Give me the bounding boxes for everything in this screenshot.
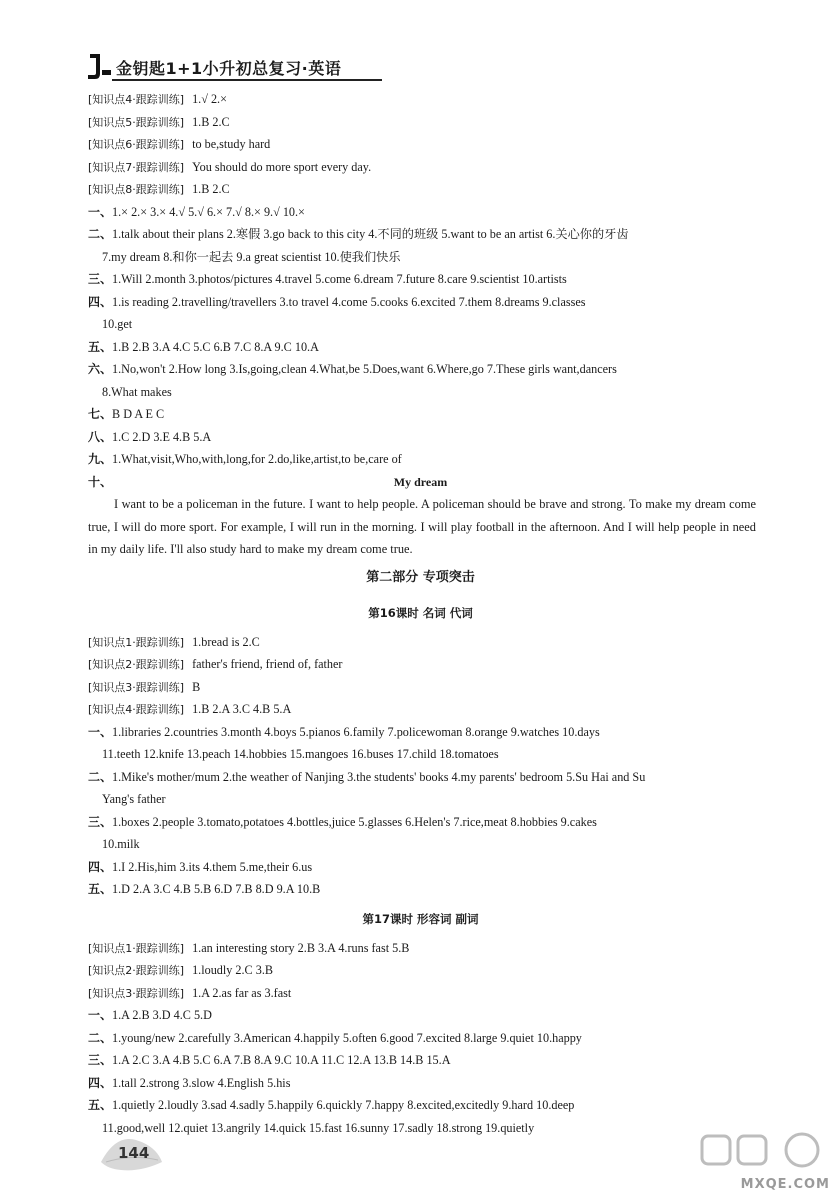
knowledge-point-label: [知识点1·跟踪训练] (88, 635, 185, 649)
knowledge-point-label: [知识点8·跟踪训练] (88, 183, 185, 196)
section-answer-line (88, 268, 753, 291)
essay-heading-line (88, 471, 753, 494)
section-answer-line (88, 1049, 753, 1072)
answer-continuation-line: 11.teeth 12.knife 13.peach 14.hobbies 15.mangoes 16.buses 17.child 18.tomatoes (102, 747, 499, 761)
answer-text: 1.Mike's mother/mum 2.the weather of Nanjing 3.the students' books 4.my parents' bedroom 5.Su Hai and Su (112, 769, 646, 784)
page-number: 144 (118, 1144, 150, 1162)
answer-text: 1.B 2.C (192, 114, 230, 129)
essay-title: My dream (393, 474, 448, 489)
knowledge-point-line (88, 653, 753, 676)
knowledge-point-line (88, 88, 753, 111)
section-answer-line (88, 223, 753, 246)
answer-text: 1.B 2.C (192, 182, 230, 196)
section-label: 五、 (88, 882, 113, 896)
answer-continuation-line: 11.good,well 12.quiet 13.angrily 14.quick 15.fast 16.sunny 17.sadly 18.strong 19.quietly (102, 1120, 535, 1135)
knowledge-point-label: [知识点4·跟踪训练] (88, 703, 185, 716)
watermark (694, 1130, 834, 1194)
answer-content (88, 88, 756, 1139)
knowledge-point-label: [知识点3·跟踪训练] (88, 986, 185, 1000)
header-title: 金钥匙1+1小升初总复习·英语 (116, 59, 342, 78)
answer-text: 1.√ 2.× (192, 92, 227, 106)
knowledge-point-label: [知识点7·跟踪训练] (88, 160, 185, 174)
answer-continuation-line: 8.What makes (102, 384, 172, 399)
section-answer-line (88, 403, 753, 426)
answer-text: 1.B 2.B 3.A 4.C 5.C 6.B 7.C 8.A 9.C 10.A (112, 339, 319, 354)
answer-text: 1.No,won't 2.How long 3.Is,going,clean 4.What,be 5.Does,want 6.Where,go 7.These girls want,dancers (112, 362, 617, 376)
answer-text: 1.Will 2.month 3.photos/pictures 4.travel 5.come 6.dream 7.future 8.care 9.scientist 10.artists (112, 272, 567, 286)
answer-text: 1.× 2.× 3.× 4.√ 5.√ 6.× 7.√ 8.× 9.√ 10.× (112, 204, 305, 219)
section-answer-line (88, 336, 753, 359)
section-label: 二、 (88, 1030, 113, 1045)
knowledge-point-label: [知识点6·跟踪训练] (88, 138, 185, 151)
answer-continuation-line: Yang's father (102, 792, 166, 806)
section-answer-line (88, 426, 753, 449)
section-answer-line (88, 1094, 753, 1117)
answer-text: You should do more sport every day. (192, 159, 372, 174)
knowledge-point-label: [知识点2·跟踪训练] (88, 964, 185, 977)
page-header (86, 52, 386, 84)
section-label: 四、 (88, 294, 113, 309)
answer-text: 1.an interesting story 2.B 3.A 4.runs fast 5.B (192, 940, 410, 955)
section-answer-line (88, 291, 753, 314)
section-label: 四、 (88, 859, 113, 874)
knowledge-point-line (88, 698, 753, 721)
section-label: 六、 (88, 362, 113, 376)
answer-text: 1.tall 2.strong 3.slow 4.English 5.his (112, 1075, 291, 1090)
answer-continuation-line: 10.milk (102, 837, 140, 851)
answer-text: 1.is reading 2.travelling/travellers 3.to travel 4.come 5.cooks 6.excited 7.them 8.dreams 9.classes (112, 294, 586, 309)
knowledge-point-line (88, 133, 753, 156)
knowledge-point-label: [知识点2·跟踪训练] (88, 658, 185, 671)
answer-text: 1.A 2.as far as 3.fast (192, 985, 292, 1000)
knowledge-point-line (88, 111, 753, 134)
section-answer-line (88, 448, 753, 471)
answer-text: 1.A 2.B 3.D 4.C 5.D (112, 1008, 212, 1022)
answer-text: 1.libraries 2.countries 3.month 4.boys 5.pianos 6.family 7.policewoman 8.orange 9.watches 10.days (112, 724, 600, 739)
knowledge-point-line (88, 982, 753, 1005)
knowledge-point-label: [知识点1·跟踪训练] (88, 941, 185, 955)
section-label: 三、 (88, 1053, 113, 1067)
answer-text: 1.quietly 2.loudly 3.sad 4.sadly 5.happily 6.quickly 7.happy 8.excited,excitedly 9.hard 10.deep (112, 1098, 575, 1112)
knowledge-point-line (88, 156, 753, 179)
answer-text: 1.B 2.A 3.C 4.B 5.A (192, 702, 292, 716)
section-answer-line (88, 358, 753, 381)
section-answer-line (88, 878, 753, 901)
essay-paragraph: I want to be a policeman in the future. I want to help people. A policeman should be brave and strong. To make my dream come true, I will do more sport. For example, I will run in the morning. I will play football in the afternoon. And I will help people in need in my daily life. I'll also study hard to make my dream come true. (88, 497, 756, 556)
section-answer-line (88, 1004, 753, 1027)
section-label: 四、 (88, 1075, 113, 1090)
section-label: 一、 (88, 204, 113, 219)
watermark-text: MXQE.COM (740, 1177, 830, 1192)
answer-text: 1.loudly 2.C 3.B (192, 963, 273, 977)
knowledge-point-line (88, 178, 753, 201)
answer-text: 1.I 2.His,him 3.its 4.them 5.me,their 6.us (112, 859, 313, 874)
section-answer-line (88, 721, 753, 744)
section-answer-line (88, 201, 753, 224)
section-label: 五、 (88, 339, 113, 354)
section-label: 五、 (88, 1098, 113, 1112)
section-label: 九、 (88, 452, 113, 466)
section-answer-line (88, 856, 753, 879)
header-rule (112, 79, 382, 81)
section-label: 三、 (88, 272, 113, 286)
section-answer-line (88, 1072, 753, 1095)
answer-text: 1.bread is 2.C (192, 634, 260, 649)
knowledge-point-label: [知识点5·跟踪训练] (88, 115, 185, 129)
section-label: 一、 (88, 1008, 113, 1022)
answer-text: B (192, 679, 201, 694)
lesson-title: 第16课时 名词 代词 (368, 605, 473, 620)
section-label: 八、 (88, 429, 113, 444)
answer-continuation-line: 10.get (102, 317, 133, 331)
knowledge-point-line (88, 676, 753, 699)
section-label: 十、 (88, 474, 113, 489)
part-title: 第二部分 专项突击 (366, 569, 475, 585)
lesson-title: 第17课时 形容词 副词 (362, 911, 479, 926)
knowledge-point-label: [知识点4·跟踪训练] (88, 93, 185, 106)
section-label: 一、 (88, 724, 113, 739)
section-label: 三、 (88, 814, 113, 829)
knowledge-point-line (88, 959, 753, 982)
section-answer-line (88, 766, 753, 789)
answer-text: father's friend, friend of, father (192, 657, 343, 671)
answer-continuation-line: 7.my dream 8.和你一起去 9.a great scientist 10.使我们快乐 (102, 249, 401, 264)
section-answer-line (88, 1027, 753, 1050)
answer-text: 1.boxes 2.people 3.tomato,potatoes 4.bottles,juice 5.glasses 6.Helen's 7.rice,meat 8.hobbies 9.cakes (112, 814, 597, 829)
page-number-badge (96, 1132, 166, 1172)
knowledge-point-line (88, 937, 753, 960)
answer-text: 1.D 2.A 3.C 4.B 5.B 6.D 7.B 8.D 9.A 10.B (112, 882, 321, 896)
section-label: 七、 (88, 407, 113, 421)
answer-text: 1.young/new 2.carefully 3.American 4.happily 5.often 6.good 7.excited 8.large 9.quiet 10.happy (112, 1030, 582, 1045)
knowledge-point-label: [知识点3·跟踪训练] (88, 680, 185, 694)
section-label: 二、 (88, 769, 113, 784)
section-label: 二、 (88, 227, 113, 241)
answer-text: 1.A 2.C 3.A 4.B 5.C 6.A 7.B 8.A 9.C 10.A 11.C 12.A 13.B 14.B 15.A (112, 1053, 451, 1067)
answer-text: 1.talk about their plans 2.寒假 3.go back to this city 4.不同的班级 5.want to be an artist 6.关心你的牙齿 (112, 227, 629, 241)
key-logo-icon (86, 52, 112, 80)
watermark-logo-icon (694, 1130, 834, 1174)
answer-text: 1.C 2.D 3.E 4.B 5.A (112, 429, 212, 444)
answer-text: B D A E C (112, 407, 165, 421)
answer-text: to be,study hard (192, 137, 271, 151)
section-answer-line (88, 811, 753, 834)
answer-text: 1.What,visit,Who,with,long,for 2.do,like,artist,to be,care of (112, 452, 402, 466)
knowledge-point-line (88, 631, 753, 654)
